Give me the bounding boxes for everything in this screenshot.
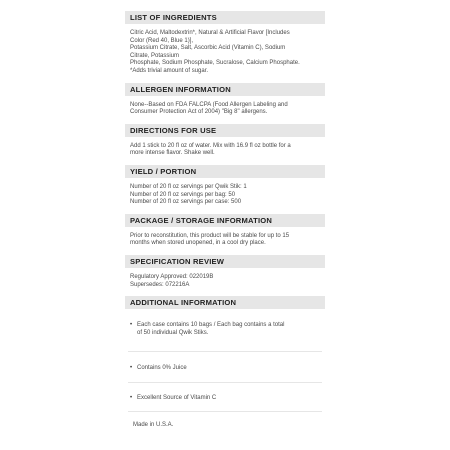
section-header: ALLERGEN INFORMATION bbox=[125, 83, 325, 96]
ingredients-line: Citrate, Potassium bbox=[130, 52, 180, 59]
ingredients-line: Citric Acid, Maltodextrin*, Natural & Artificial Flavor [Includes bbox=[130, 30, 290, 36]
section-header: YIELD / PORTION bbox=[125, 165, 325, 178]
product-info-sheet bbox=[125, 11, 325, 428]
bullet-icon: • bbox=[130, 322, 133, 329]
specification-section bbox=[125, 255, 325, 296]
section-header: LIST OF INGREDIENTS bbox=[125, 11, 325, 24]
specification-line: Supersedes: 072216A bbox=[130, 281, 190, 288]
made-in-text: Made in U.S.A. bbox=[133, 422, 174, 429]
yield-line: Number of 20 fl oz servings per Qwik Stik: 1 bbox=[130, 183, 247, 190]
section-body bbox=[125, 24, 325, 83]
list-item bbox=[128, 309, 322, 352]
bullet-icon: • bbox=[130, 394, 133, 401]
storage-line: months when stored unopened, in a cool dry place. bbox=[130, 240, 266, 247]
allergen-line: None--Based on FDA FALCPA (Food Allergen Labeling and bbox=[130, 101, 288, 108]
directions-section bbox=[125, 124, 325, 165]
yield-line: Number of 20 fl oz servings per bag: 50 bbox=[130, 191, 236, 198]
list-item-text bbox=[137, 322, 284, 337]
list-item-line: of 50 individual Qwik Stiks. bbox=[137, 329, 209, 336]
specification-line: Regulatory Approved: 022019B bbox=[130, 273, 214, 280]
storage-line: Prior to reconstitution, this product will be stable for up to 15 bbox=[130, 232, 290, 239]
ingredients-section bbox=[125, 11, 325, 83]
yield-line: Number of 20 fl oz servings per case: 500 bbox=[130, 199, 242, 206]
yield-section bbox=[125, 165, 325, 214]
additional-info-list bbox=[125, 309, 325, 428]
ingredients-line: Phosphate, Sodium Phosphate, Sucralose, Calcium Phosphate. bbox=[130, 60, 300, 67]
package-storage-section bbox=[125, 214, 325, 255]
section-body bbox=[125, 178, 325, 214]
section-body bbox=[125, 96, 325, 124]
ingredients-line: *Adds trivial amount of sugar. bbox=[130, 67, 209, 74]
section-header: DIRECTIONS FOR USE bbox=[125, 124, 325, 137]
list-item bbox=[128, 352, 322, 383]
section-body bbox=[125, 137, 325, 165]
section-body bbox=[125, 227, 325, 255]
directions-line: Add 1 stick to 20 fl oz of water. Mix with 16.9 fl oz bottle for a bbox=[130, 142, 291, 149]
list-item bbox=[128, 383, 322, 413]
additional-info-section bbox=[125, 296, 325, 428]
allergen-section bbox=[125, 83, 325, 124]
bullet-icon: • bbox=[130, 365, 133, 372]
section-header: PACKAGE / STORAGE INFORMATION bbox=[125, 214, 325, 227]
directions-line: more intense flavor. Shake well. bbox=[130, 150, 215, 157]
ingredients-line: Potassium Citrate, Salt, Ascorbic Acid (Vitamin C), Sodium bbox=[130, 45, 286, 52]
list-item-text: Contains 0% Juice bbox=[137, 365, 187, 372]
list-item-line: Each case contains 10 bags / Each bag contains a total bbox=[137, 322, 285, 329]
ingredients-line: Color (Red 40, Blue 1)], bbox=[130, 37, 194, 44]
allergen-line: Consumer Protection Act of 2004) "Big 8" allergens. bbox=[130, 109, 268, 116]
section-header: SPECIFICATION REVIEW bbox=[125, 255, 325, 268]
section-header: ADDITIONAL INFORMATION bbox=[125, 296, 325, 309]
list-item-text: Excellent Source of Vitamin C bbox=[137, 394, 217, 401]
section-body bbox=[125, 268, 325, 296]
